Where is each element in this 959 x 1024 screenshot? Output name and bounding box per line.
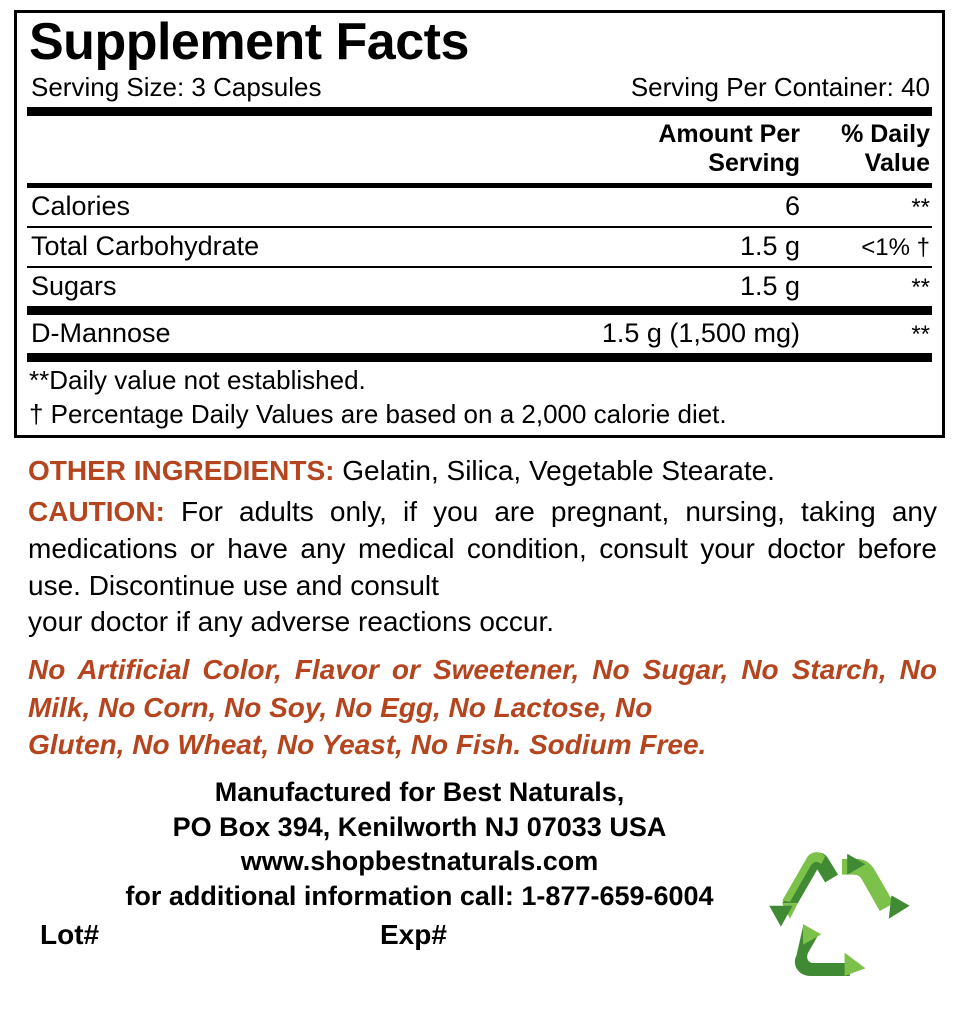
footnote-percentage: † Percentage Daily Values are based on a 2,000 calorie diet. xyxy=(29,399,727,430)
other-ingredients-text: Gelatin, Silica, Vegetable Stearate. xyxy=(342,455,775,487)
free-claims-last-line: Gluten, No Wheat, No Yeast, No Fish. Sodium Free. xyxy=(28,728,707,760)
dv-header-line2: Value xyxy=(864,149,930,178)
nutrient-daily-value: ** xyxy=(911,273,930,301)
table-row xyxy=(27,188,932,226)
column-headers xyxy=(27,116,932,183)
nutrient-daily-value: ** xyxy=(911,320,930,348)
panel-divider-thick-bottom xyxy=(27,353,932,362)
nutrient-daily-value: ** xyxy=(911,193,930,221)
panel-divider-thick-top xyxy=(27,107,932,116)
manufacturer-line1: Manufactured for Best Naturals, xyxy=(214,777,625,808)
nutrient-daily-value: <1% † xyxy=(861,233,930,261)
servings-per-container: Serving Per Container: 40 xyxy=(630,71,930,102)
nutrient-amount: 1.5 g xyxy=(739,270,800,301)
amount-header-line1: Amount Per xyxy=(658,119,800,148)
nutrient-name: D-Mannose xyxy=(31,317,171,348)
dv-header-line1: % Daily xyxy=(841,119,930,148)
manufacturer-website[interactable]: www.shopbestnaturals.com xyxy=(240,846,599,877)
amount-header-line2: Serving xyxy=(708,149,800,178)
panel-divider-thick-mid xyxy=(27,306,932,315)
nutrient-name: Calories xyxy=(31,190,131,221)
serving-size: Serving Size: 3 Capsules xyxy=(31,71,322,102)
panel-title: Supplement Facts xyxy=(29,13,469,71)
free-from-claims xyxy=(28,651,937,763)
supplement-facts-panel xyxy=(14,10,945,438)
other-ingredients xyxy=(28,454,941,488)
caution-label: CAUTION: xyxy=(28,495,165,527)
table-row xyxy=(27,268,932,306)
caution-statement xyxy=(28,494,937,642)
caution-last-line: your doctor if any adverse reactions occur. xyxy=(28,606,555,638)
manufacturer-phone: for additional information call: 1-877-659-6004 xyxy=(125,880,714,911)
amount-per-serving-header xyxy=(550,120,800,179)
nutrient-name: Sugars xyxy=(31,270,117,301)
table-row xyxy=(27,228,932,266)
free-claims-text: No Artificial Color, Flavor or Sweetener, No Sugar, No Starch, No Milk, No Corn, No Soy, No Egg, No Lactose, No xyxy=(28,654,937,723)
other-ingredients-label: OTHER INGREDIENTS: xyxy=(28,455,335,487)
caution-text: For adults only, if you are pregnant, nursing, taking any medications or have any medical condition, consult your doctor before use. Discontinue use and consult xyxy=(28,495,937,601)
nutrient-name: Total Carbohydrate xyxy=(31,230,260,261)
nutrient-amount: 1.5 g xyxy=(739,230,800,261)
footnote-daily-value: **Daily value not established. xyxy=(29,364,366,395)
lot-number-label: Lot# xyxy=(40,919,100,951)
manufacturer-address: PO Box 394, Kenilworth NJ 07033 USA xyxy=(172,811,667,842)
nutrient-amount: 1.5 g (1,500 mg) xyxy=(601,317,800,348)
nutrient-amount: 6 xyxy=(784,190,800,221)
table-row xyxy=(27,315,932,353)
serving-info-row xyxy=(27,70,932,107)
exp-date-label: Exp# xyxy=(380,919,447,951)
recycle-icon xyxy=(757,846,927,976)
daily-value-header xyxy=(800,120,930,179)
